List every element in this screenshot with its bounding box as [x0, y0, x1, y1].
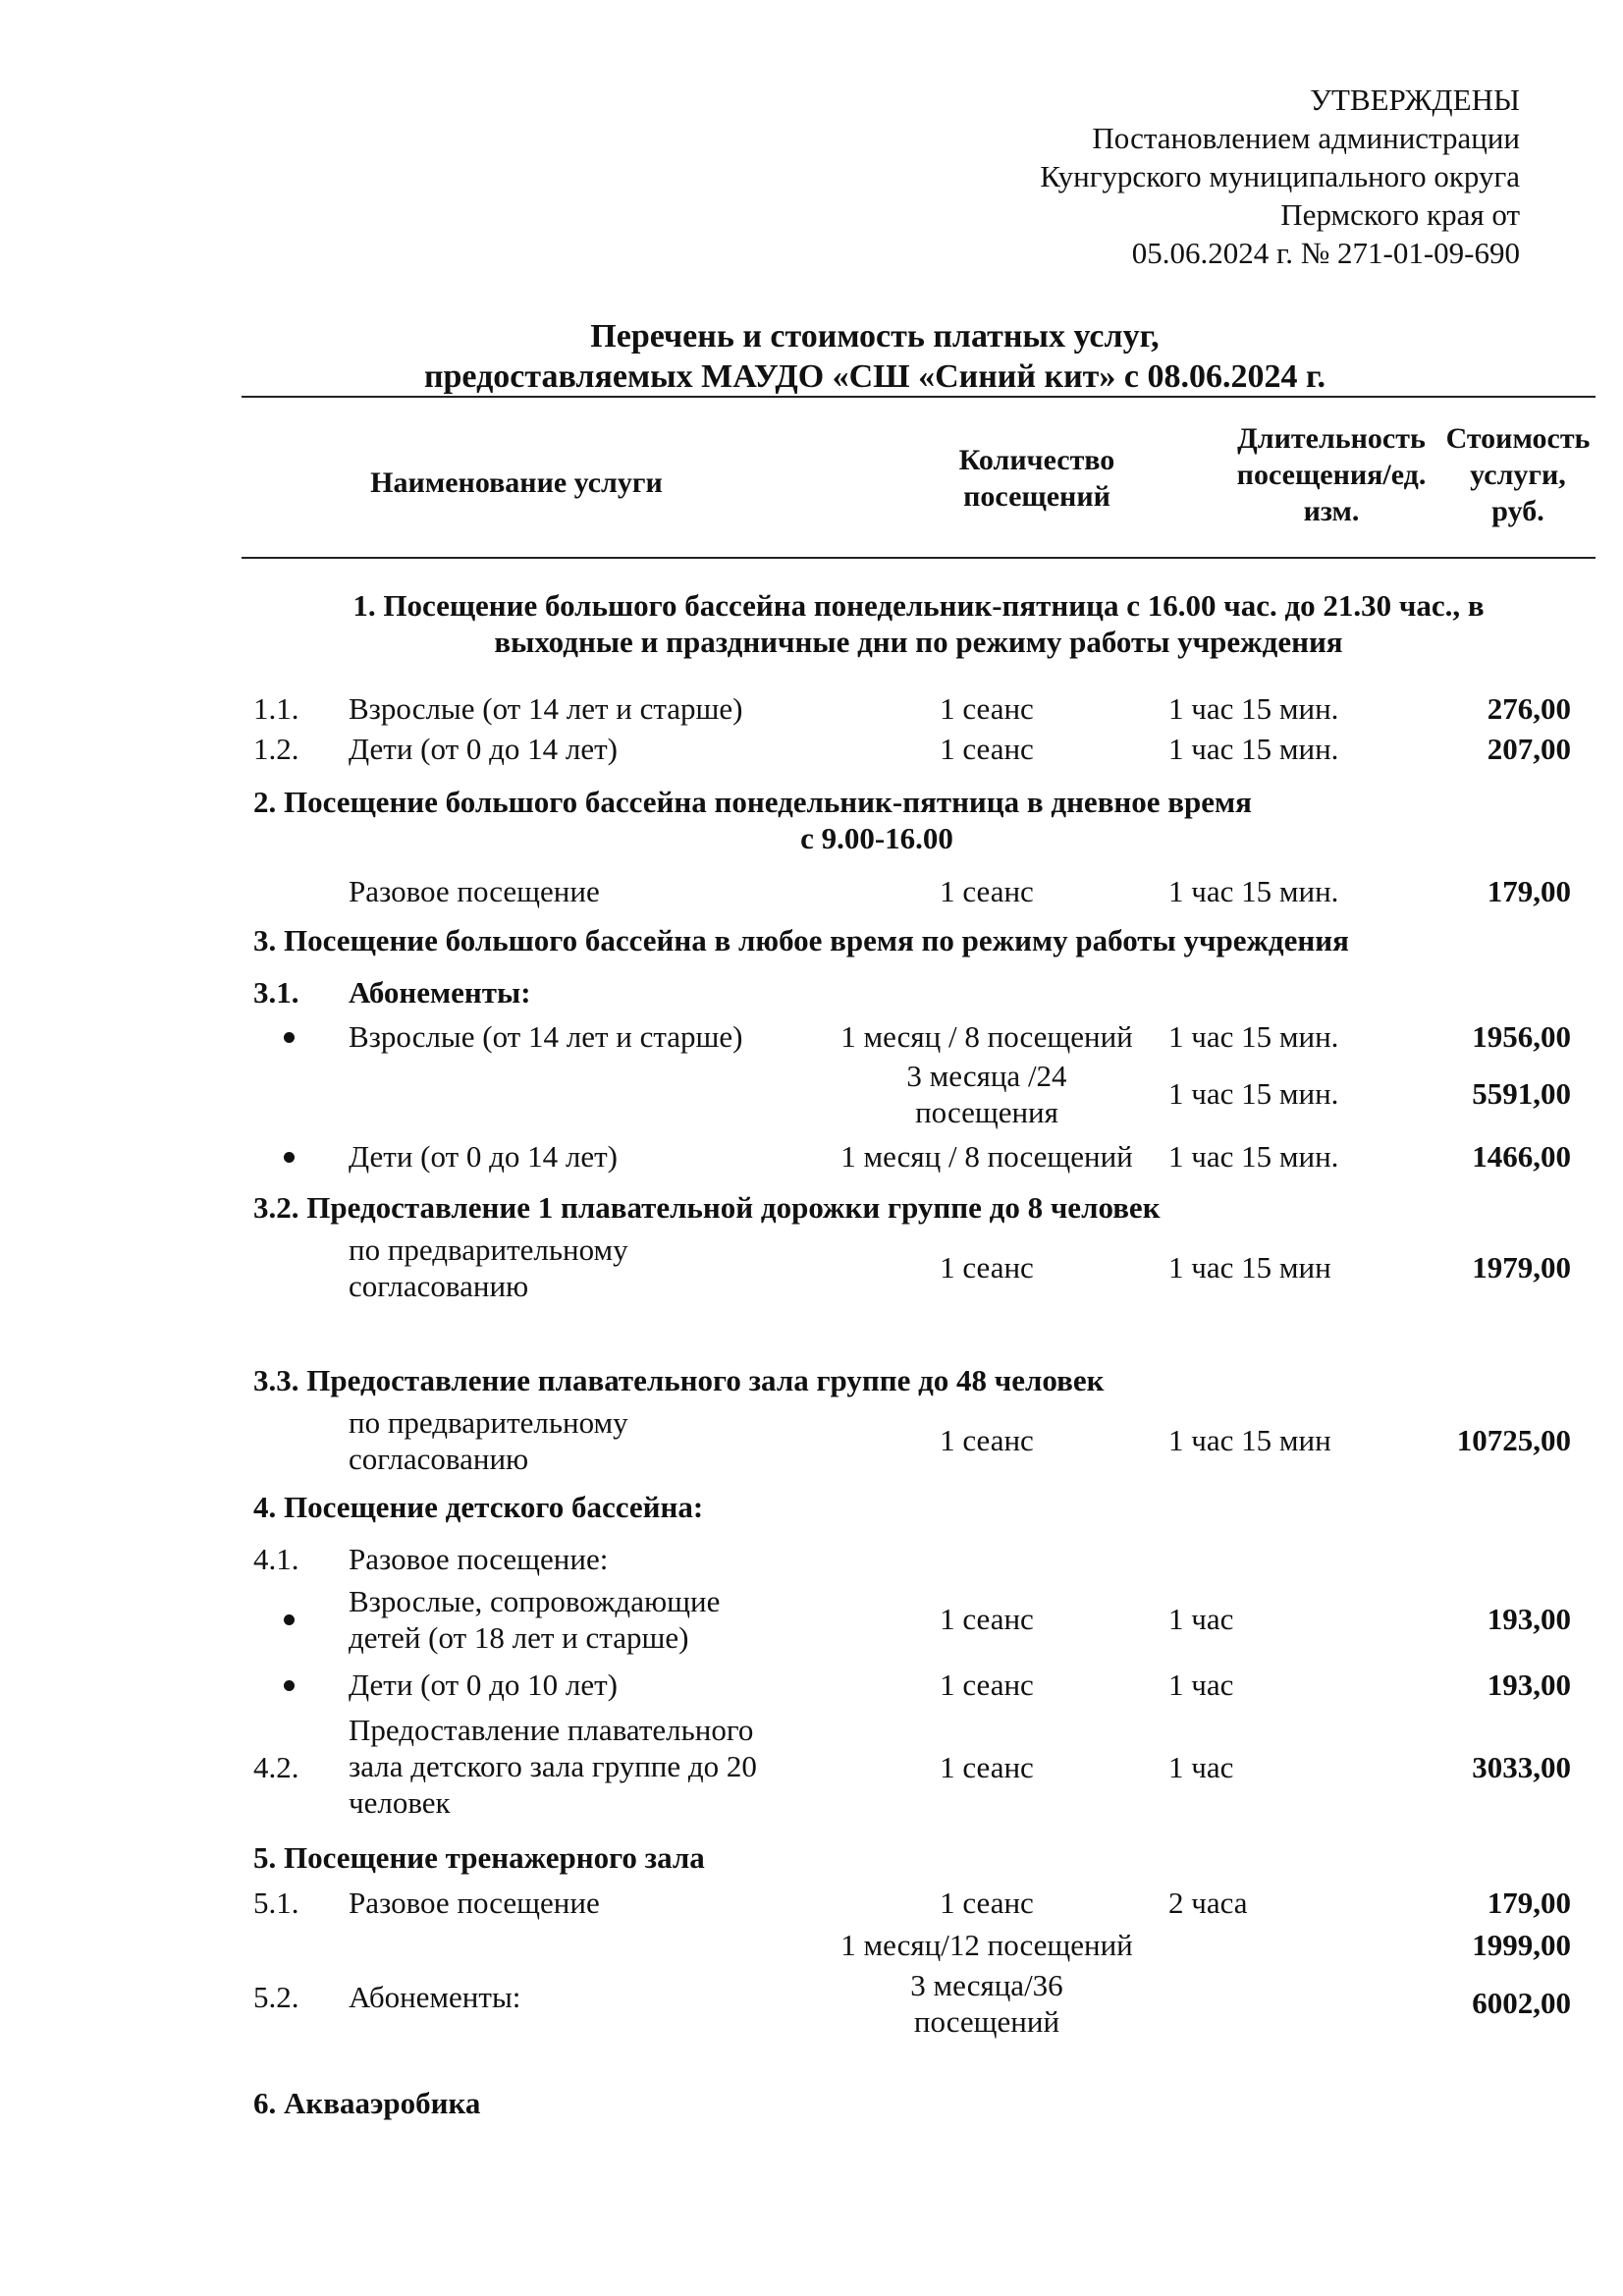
row-number: 1.1. [253, 691, 299, 726]
row-count-line: 3 месяца /24 [906, 1059, 1067, 1093]
row-name: Взрослые (от 14 лет и старше) [349, 691, 743, 726]
header-line: Количество [958, 444, 1115, 476]
section-title: 3. Посещение большого бассейна в любое время по режиму работы учреждения [253, 923, 1349, 957]
row-name-line: Взрослые, сопровождающие [349, 1584, 721, 1618]
row-name-line: зала детского зала группе до 20 [349, 1749, 757, 1783]
approval-line: 05.06.2024 г. № 271-01-09-690 [1131, 236, 1520, 270]
approval-line: Кунгурского муниципального округа [1040, 159, 1520, 193]
row-price: 193,00 [1487, 1667, 1571, 1702]
row-name [349, 1231, 628, 1304]
row-count: 1 сеанс [940, 1423, 1034, 1457]
section-title-line: выходные и праздничные дни по режиму работы учреждения [494, 625, 1343, 659]
approval-line: Пермского края от [1280, 197, 1520, 232]
row-name-line: согласованию [349, 1269, 529, 1303]
row-name: Дети (от 0 до 10 лет) [349, 1667, 619, 1702]
row-count: 1 сеанс [940, 1250, 1034, 1285]
row-name-line: по предварительному [349, 1232, 628, 1267]
row-price: 1999,00 [1472, 1928, 1571, 1962]
subsection-title: 3.3. Предоставление плавательного зала группе до 48 человек [253, 1363, 1105, 1397]
row-duration: 1 час 15 мин. [1168, 1076, 1339, 1111]
row-duration: 1 час 15 мин. [1168, 691, 1339, 726]
header-line: Длительность [1237, 422, 1426, 455]
table-top-rule [242, 396, 1596, 398]
row-name: Абонементы: [349, 1980, 521, 2014]
row-price: 179,00 [1487, 874, 1571, 908]
row-count: 1 месяц / 8 посещений [840, 1019, 1133, 1054]
row-price: 1979,00 [1472, 1250, 1571, 1285]
section-title-line: 2. Посещение большого бассейна понедельник-пятница в дневное время [253, 785, 1252, 819]
row-duration: 1 час 15 мин [1168, 1250, 1331, 1285]
row-price: 3033,00 [1472, 1750, 1571, 1784]
subsection-title: Разовое посещение: [349, 1542, 609, 1576]
row-name: Взрослые (от 14 лет и старше) [349, 1019, 743, 1054]
section-title-line: с 9.00-16.00 [800, 821, 953, 855]
row-count: 1 сеанс [940, 691, 1034, 726]
row-number: 5.2. [253, 1980, 299, 2014]
section-title-line: 1. Посещение большого бассейна понедельник-пятница с 16.00 час. до 21.30 час., в [352, 588, 1485, 623]
row-name: Дети (от 0 до 14 лет) [349, 1139, 619, 1174]
section-title: 4. Посещение детского бассейна: [253, 1490, 704, 1524]
row-name: Дети (от 0 до 14 лет) [349, 732, 619, 766]
row-price: 6002,00 [1472, 1986, 1571, 2020]
row-duration: 1 час [1168, 1602, 1234, 1636]
table-header [242, 420, 1596, 548]
row-count: 1 сеанс [940, 1602, 1034, 1636]
table-header-rule [242, 557, 1596, 559]
row-name [349, 1583, 720, 1656]
subsection-title: Абонементы: [349, 975, 531, 1010]
header-line: посещения/ед. [1236, 459, 1427, 491]
row-name-line: человек [349, 1785, 451, 1820]
bullet-icon [284, 1032, 295, 1043]
row-name-line: Предоставление плавательного [349, 1713, 754, 1747]
bullet-icon [284, 1614, 295, 1625]
row-count-line: 3 месяца/36 [910, 1968, 1063, 2002]
row-duration: 1 час 15 мин. [1168, 1019, 1339, 1054]
row-price: 193,00 [1487, 1602, 1571, 1636]
row-price: 10725,00 [1456, 1423, 1571, 1457]
row-name: Разовое посещение [349, 874, 600, 908]
row-price: 5591,00 [1472, 1076, 1571, 1111]
row-count: 1 сеанс [940, 874, 1034, 908]
approval-line: Постановлением администрации [1092, 121, 1520, 155]
row-name [349, 1712, 757, 1821]
row-number: 4.2. [253, 1750, 299, 1784]
row-price: 1956,00 [1472, 1019, 1571, 1054]
header-line: руб. [1491, 495, 1544, 527]
section-title: 5. Посещение тренажерного зала [253, 1840, 705, 1875]
subsection-title: 3.2. Предоставление 1 плавательной дорожки группе до 8 человек [253, 1190, 1161, 1225]
row-name-line: детей (от 18 лет и старше) [349, 1620, 689, 1655]
row-duration: 1 час [1168, 1667, 1234, 1702]
row-count-line: посещения [915, 1095, 1058, 1129]
row-count: 1 сеанс [940, 1750, 1034, 1784]
row-count: 1 месяц / 8 посещений [840, 1139, 1133, 1174]
bullet-icon [284, 1152, 295, 1163]
row-duration: 2 часа [1168, 1886, 1248, 1920]
row-price: 276,00 [1487, 691, 1571, 726]
row-name-line: по предварительному [349, 1405, 628, 1440]
row-price: 179,00 [1487, 1886, 1571, 1920]
bullet-icon [284, 1680, 295, 1691]
subsection-number: 4.1. [253, 1542, 299, 1576]
subsection-number: 3.1. [253, 975, 299, 1010]
header-line: посещений [963, 480, 1110, 513]
row-duration: 1 час 15 мин. [1168, 732, 1339, 766]
header-service-name: Наименование услуги [370, 466, 663, 499]
header-line: изм. [1303, 495, 1360, 527]
row-count [800, 1967, 1173, 2040]
row-duration: 1 час 15 мин [1168, 1423, 1331, 1457]
row-duration: 1 час 15 мин. [1168, 1139, 1339, 1174]
row-name: Разовое посещение [349, 1886, 600, 1920]
row-name [349, 1404, 628, 1477]
row-price: 1466,00 [1472, 1139, 1571, 1174]
approval-block [1040, 81, 1520, 272]
header-line: Стоимость [1445, 422, 1591, 455]
title-line: Перечень и стоимость платных услуг, [590, 318, 1160, 355]
row-count: 1 месяц/12 посещений [840, 1928, 1133, 1962]
row-duration: 1 час 15 мин. [1168, 874, 1339, 908]
section-title [253, 784, 1353, 856]
row-count: 1 сеанс [940, 1667, 1034, 1702]
row-count-line: посещений [913, 2004, 1060, 2039]
header-line: услуги, [1470, 459, 1566, 491]
row-number: 5.1. [253, 1886, 299, 1920]
title-line: предоставляемых МАУДО «СШ «Синий кит» с 08.06.2024 г. [423, 358, 1326, 395]
row-number: 1.2. [253, 732, 299, 766]
header-price [1415, 420, 1621, 529]
row-duration: 1 час [1168, 1750, 1234, 1784]
row-count [800, 1058, 1173, 1130]
approval-line: УТВЕРЖДЕНЫ [1310, 82, 1520, 117]
row-count: 1 сеанс [940, 1886, 1034, 1920]
row-name-line: согласованию [349, 1442, 529, 1476]
row-count: 1 сеанс [940, 732, 1034, 766]
section-title [242, 587, 1596, 660]
section-title: 6. Аквааэробика [253, 2086, 481, 2120]
row-price: 207,00 [1487, 732, 1571, 766]
document-title [242, 316, 1508, 397]
